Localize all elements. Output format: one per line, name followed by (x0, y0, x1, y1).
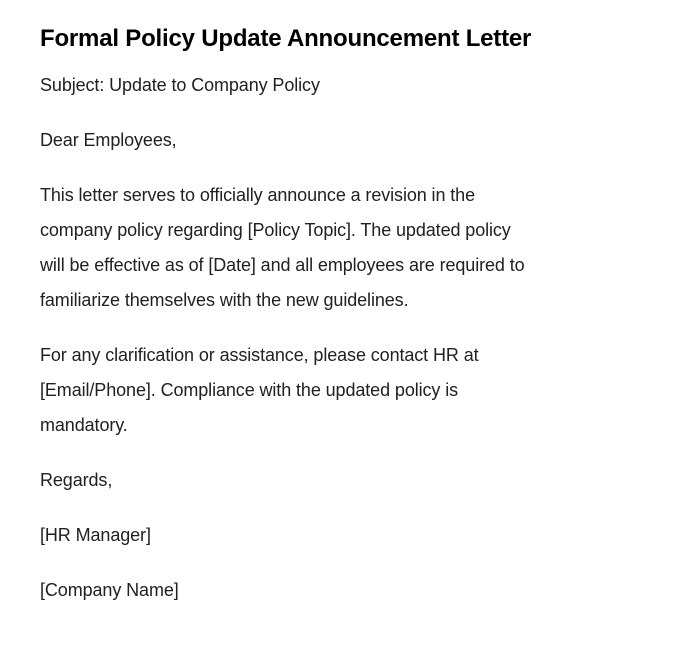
paragraph-policy-announcement (40, 178, 660, 318)
signature-name: [HR Manager] (40, 525, 151, 545)
letter-title: Formal Policy Update Announcement Letter (40, 25, 532, 52)
paragraph-line: mandatory. (40, 415, 128, 435)
subject-line: Subject: Update to Company Policy (40, 75, 320, 95)
salutation: Dear Employees, (40, 130, 177, 150)
paragraph-contact-info (40, 338, 660, 443)
paragraph-line: This letter serves to officially announce a revision in the (40, 185, 475, 205)
signature-company: [Company Name] (40, 580, 179, 600)
paragraph-line: For any clarification or assistance, please contact HR at (40, 345, 479, 365)
paragraph-line: familiarize themselves with the new guidelines. (40, 290, 409, 310)
paragraph-line: will be effective as of [Date] and all employees are required to (40, 255, 525, 275)
paragraph-line: company policy regarding [Policy Topic]. The updated policy (40, 220, 511, 240)
closing: Regards, (40, 470, 113, 490)
paragraph-line: [Email/Phone]. Compliance with the updated policy is (40, 380, 459, 400)
